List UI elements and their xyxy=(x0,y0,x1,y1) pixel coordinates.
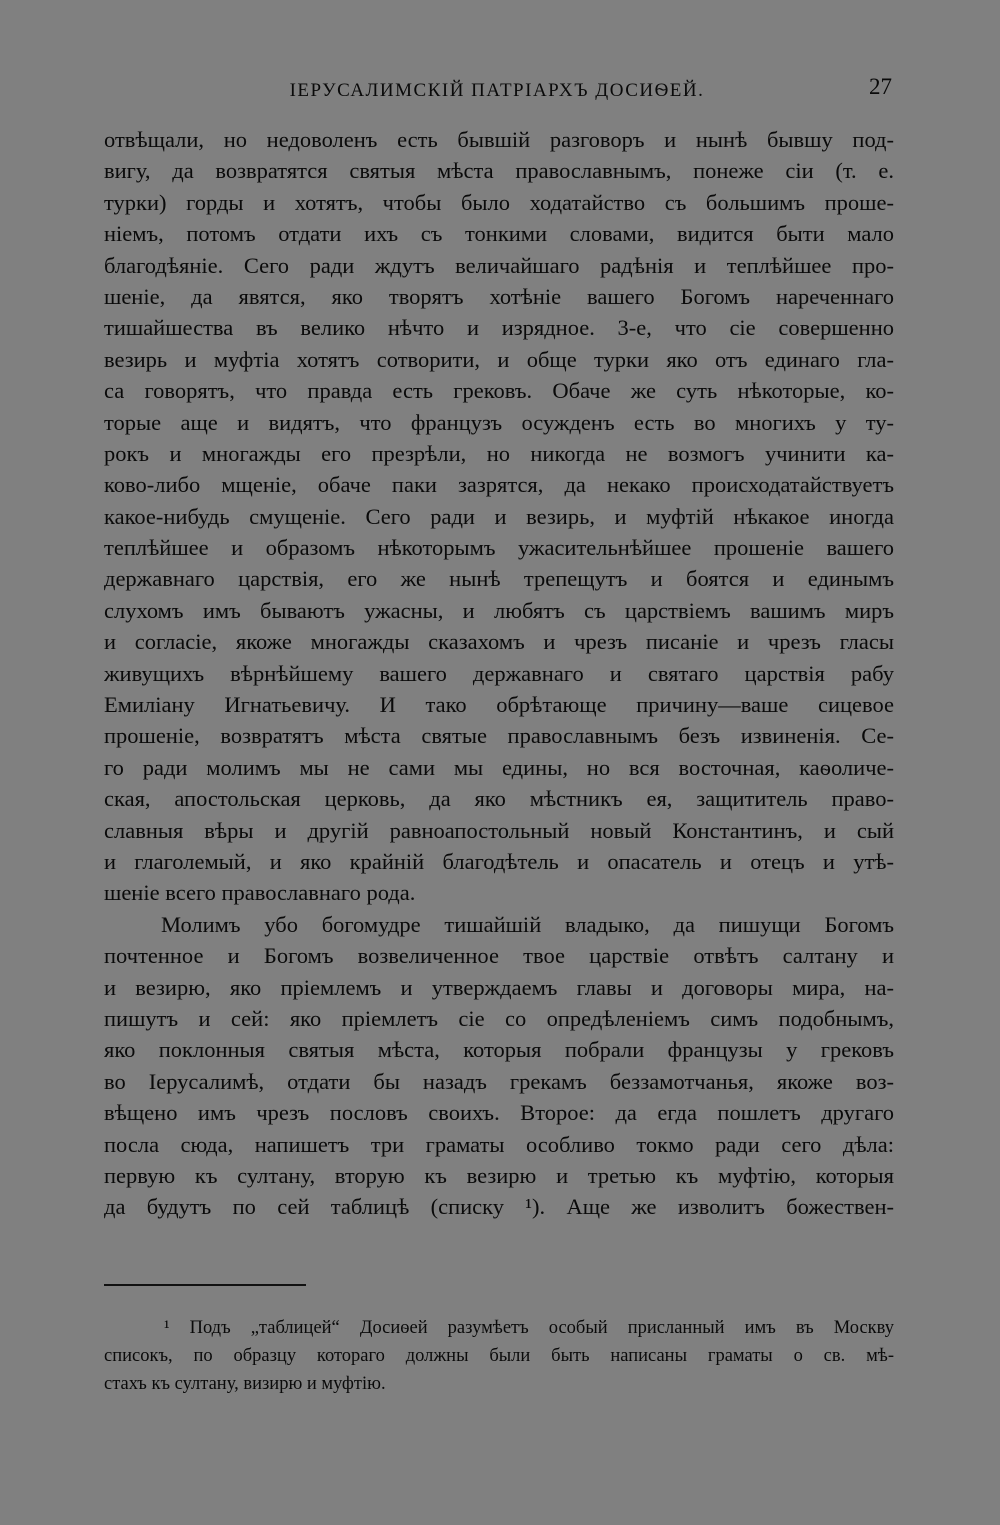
text-line: теплѣйшее и образомъ нѣкоторымъ ужасительнѣйшее прошеніе вашего xyxy=(104,535,894,561)
text-line: вигу, да возвратятся святыя мѣста православнымъ, понеже сіи (т. е. xyxy=(104,158,894,184)
text-line: слухомъ имъ бываютъ ужасны, и любятъ съ царствіемъ вашимъ миръ xyxy=(104,597,894,623)
text-line: Емиліану Игнатьевичу. И тако обрѣтающе причину—ваше сицевое xyxy=(104,692,894,718)
text-line: славныя вѣры и другій равноапостольный новый Константинъ, и сый xyxy=(104,817,894,843)
text-line: да будутъ по сей таблицѣ (списку ¹). Аще же изволитъ божествен- xyxy=(104,1194,894,1220)
footnote-line: списокъ, по образцу котораго должны были быть написаны граматы о св. мѣ- xyxy=(104,1346,894,1366)
text-line: тишайшества въ велико нѣчто и изрядное. 3-е, что сіе совершенно xyxy=(104,315,894,341)
text-line: шеніе, да явятся, яко творятъ хотѣніе вашего Богомъ нареченнаго xyxy=(104,283,894,309)
text-line: посла сюда, напишетъ три граматы особливо токмо ради сего дѣла: xyxy=(104,1131,894,1157)
text-line: во Іерусалимѣ, отдати бы назадъ грекамъ беззамотчанья, якоже воз- xyxy=(104,1068,894,1094)
text-line: торые аще и видятъ, что французъ осужденъ есть во многихъ у ту- xyxy=(104,409,894,435)
text-line: ская, апостольская церковь, да яко мѣстникъ ея, защититель право- xyxy=(104,786,894,812)
running-title: ІЕРУСАЛИМСКІЙ ПАТРІАРХЪ ДОСИѲЕЙ. xyxy=(289,80,705,101)
text-line: везирь и муфтіа хотятъ сотворити, и обще турки яко отъ единаго гла- xyxy=(104,346,894,372)
text-line: ніемъ, потомъ отдати ихъ съ тонкими словами, видится быти мало xyxy=(104,221,894,247)
text-line: вѣщено имъ чрезъ пословъ своихъ. Второе: да егда пошлетъ другаго xyxy=(104,1100,894,1126)
running-head xyxy=(100,74,894,104)
text-line: турки) горды и хотятъ, чтобы было ходатайство съ большимъ проше- xyxy=(104,189,894,215)
paragraph-end-line: шеніе всего православнаго рода. xyxy=(104,880,416,906)
text-line: почтенное и Богомъ возвеличенное твое царствіе отвѣтъ салтану и xyxy=(104,943,894,969)
paragraph-start-line: Молимъ убо богомудре тишайшій владыко, да пишущи Богомъ xyxy=(161,911,894,937)
text-line: пишутъ и сей: яко пріемлетъ сіе со опредѣленіемъ симъ подобнымъ, xyxy=(104,1005,894,1031)
text-line: ково-либо мщеніе, обаче паки зазрятся, да некако происходатайствуетъ xyxy=(104,472,894,498)
text-line: рокъ и многажды его презрѣли, но никогда не возмогъ учинити ка- xyxy=(104,440,894,466)
text-line: прошеніе, возвратятъ мѣста святые православнымъ безъ извиненія. Се- xyxy=(104,723,894,749)
text-line: и согласіе, якоже многажды сказахомъ и чрезъ писаніе и чрезъ гласы xyxy=(104,629,894,655)
text-line: и везирю, яко пріемлемъ и утверждаемъ главы и договоры мира, на- xyxy=(104,974,894,1000)
text-line: са говорятъ, что правда есть грековъ. Обаче же суть нѣкоторые, ко- xyxy=(104,378,894,404)
text-line: яко поклонныя святыя мѣста, которыя побрали французы у грековъ xyxy=(104,1037,894,1063)
text-line: какое-нибудь смущеніе. Сего ради и везирь, и муфтій нѣкакое иногда xyxy=(104,503,894,529)
footnote-line: стахъ къ султану, визирю и муфтію. xyxy=(104,1374,386,1394)
footnotes xyxy=(104,1314,894,1398)
body-text xyxy=(104,124,894,1223)
text-line: живущихъ вѣрнѣйшему вашего державнаго и святаго царствія рабу xyxy=(104,660,894,686)
text-line: державнаго царствія, его же нынѣ трепещутъ и боятся и единымъ xyxy=(104,566,894,592)
text-line: первую къ султану, вторую къ везирю и третью къ муфтію, которыя xyxy=(104,1162,894,1188)
footnote-line: ¹ Подъ „таблицей“ Досиѳей разумѣетъ особый присланный имъ въ Москву xyxy=(164,1318,894,1338)
text-line: отвѣщали, но недоволенъ есть бывшій разговоръ и нынѣ бывшу под- xyxy=(104,127,894,152)
footnote-divider xyxy=(104,1284,306,1286)
text-line: го ради молимъ мы не сами мы едины, но вся восточная, каѳоличе- xyxy=(104,754,894,780)
text-line: благодѣяніе. Сего ради ждутъ величайшаго радѣнія и теплѣйшее про- xyxy=(104,252,894,278)
page-number: 27 xyxy=(869,74,892,99)
text-line: и глаголемый, и яко крайній благодѣтель и опасатель и отецъ и утѣ- xyxy=(104,848,894,874)
